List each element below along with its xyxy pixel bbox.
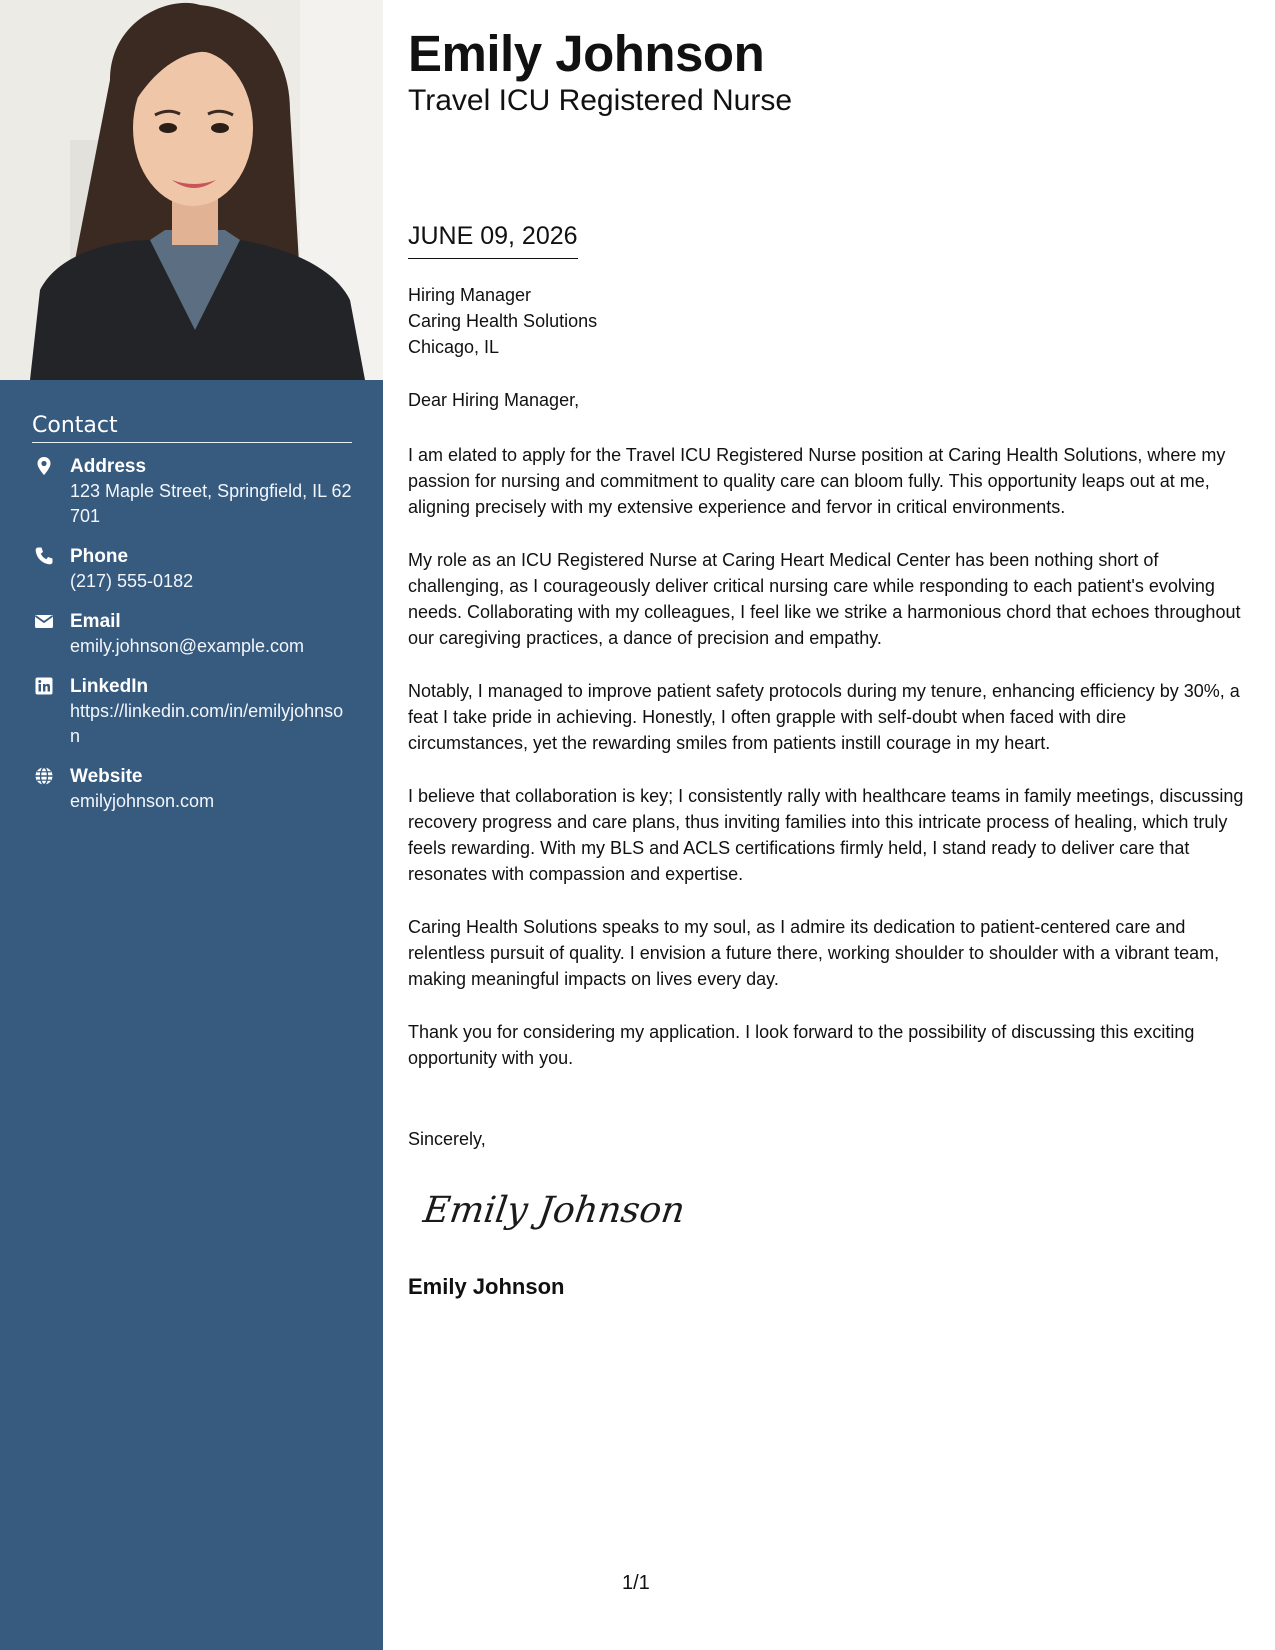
address-value: 123 Maple Street, Springfield, IL 62701 <box>70 481 352 526</box>
body-paragraph: My role as an ICU Registered Nurse at Caring Heart Medical Center has been nothing short of challenging, as I courageously deliver critical nursing care while responding to each patient's evolving needs. Collaborating with my colleagues, I feel like we strike a harmonious chord that echoes throughout our caregiving practices, a dance of precision and empathy. <box>408 550 1241 648</box>
email-value[interactable]: emily.johnson@example.com <box>70 636 305 656</box>
greeting: Dear Hiring Manager, <box>408 390 580 410</box>
contact-label: Address <box>70 456 147 477</box>
body-paragraph: Caring Health Solutions speaks to my soul, as I admire its dedication to patient-centered care and relentless pursuit of quality. I envision a future there, working shoulder to shoulder with a vibrant team, making meaningful impacts on lives every day. <box>408 917 1220 989</box>
body-paragraph: I am elated to apply for the Travel ICU Registered Nurse position at Caring Health Solutions, where my passion for nursing and commitment to quality care can bloom fully. This opportunity leaps out at me, aligning precisely with my extensive experience and fervor in critical environments. <box>408 445 1226 517</box>
applicant-name: Emily Johnson <box>408 25 765 82</box>
body-paragraph: Thank you for considering my application. I look forward to the possibility of discussing this exciting opportunity with you. <box>408 1022 1195 1068</box>
closing: Sincerely, <box>408 1129 486 1149</box>
signature-image <box>420 1180 688 1245</box>
contact-heading: Contact <box>32 413 352 443</box>
contact-label: Email <box>70 611 121 632</box>
phone-value: (217) 555-0182 <box>70 571 194 591</box>
contact-section <box>32 413 352 830</box>
contact-email <box>32 610 352 659</box>
letter-date: JUNE 09, 2026 <box>408 222 578 259</box>
sidebar <box>0 0 383 1650</box>
contact-label: Website <box>70 766 143 787</box>
contact-address <box>32 455 352 529</box>
profile-photo <box>0 0 383 380</box>
contact-label: Phone <box>70 546 129 567</box>
envelope-icon <box>34 611 54 631</box>
recipient-block <box>408 282 597 360</box>
body-paragraph: Notably, I managed to improve patient safety protocols during my tenure, enhancing efficiency by 30%, a feat I take pride in achieving. Honestly, I often grapple with self-doubt when faced with dire circumstances, yet the rewarding smiles from patients instill courage in my heart. <box>408 681 1240 753</box>
signature-text: Emily Johnson <box>420 1188 688 1231</box>
phone-icon <box>34 546 54 566</box>
linkedin-icon <box>34 676 54 696</box>
map-pin-icon <box>34 456 54 476</box>
applicant-role: Travel ICU Registered Nurse <box>408 84 793 117</box>
contact-website <box>32 765 352 814</box>
linkedin-value[interactable]: https://linkedin.com/in/emilyjohnson <box>70 701 344 746</box>
contact-label: LinkedIn <box>70 676 149 697</box>
recipient-line: Hiring Manager <box>408 285 532 305</box>
recipient-line: Chicago, IL <box>408 337 500 357</box>
contact-phone <box>32 545 352 594</box>
signer-name: Emily Johnson <box>408 1274 565 1299</box>
website-value[interactable]: emilyjohnson.com <box>70 791 215 811</box>
letter-body <box>408 442 1250 1098</box>
globe-icon <box>34 766 54 786</box>
body-paragraph: I believe that collaboration is key; I consistently rally with healthcare teams in family meetings, discussing recovery progress and care plans, thus inviting families into this intricate process of healing, which truly feels rewarding. With my BLS and ACLS certifications firmly held, I stand ready to deliver care that resonates with compassion and expertise. <box>408 786 1244 884</box>
recipient-line: Caring Health Solutions <box>408 311 598 331</box>
contact-linkedin <box>32 675 352 749</box>
page-number: 1/1 <box>622 1572 650 1594</box>
